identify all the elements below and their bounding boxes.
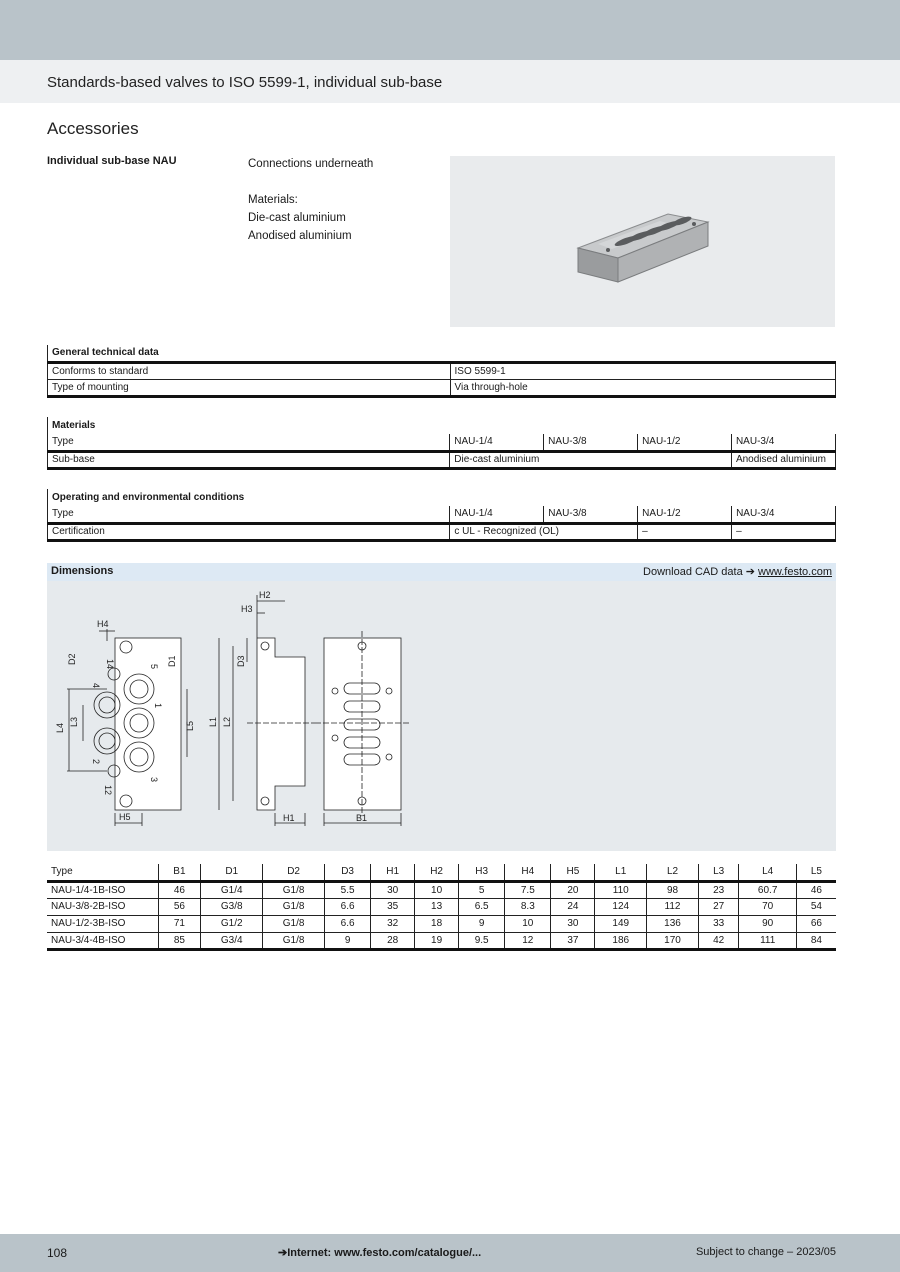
cell-value: 24 [551,898,595,915]
cell-value: 71 [158,915,201,932]
cell-type: NAU-1/4-1B-ISO [47,881,158,898]
cell-value: 33 [698,915,739,932]
sub-base-image [450,156,835,327]
materials-title: Materials [48,417,836,434]
table-header-row [47,864,836,881]
cell-value: 12 [505,932,551,949]
col-header: Type [47,864,158,881]
table-row [47,932,836,949]
cell-value: 60.7 [739,881,796,898]
table-row [47,881,836,898]
label-H4: H4 [97,619,109,629]
table-row [48,523,836,540]
type-label: Type [48,506,450,523]
label-H2: H2 [259,590,271,600]
row-label: Type of mounting [48,379,451,396]
row-value: c UL - Recognized (OL) [450,523,638,540]
cell-value: G1/4 [201,881,263,898]
col-header: L3 [698,864,739,881]
cell-value: 136 [647,915,699,932]
desc-material-2: Anodised aluminium [248,230,352,242]
section-title: Accessories [47,119,139,138]
type-col: NAU-1/4 [450,506,544,523]
label-H3: H3 [241,604,253,614]
cell-value: G3/8 [201,898,263,915]
col-header: H3 [459,864,505,881]
operating-conditions-table [47,489,836,542]
type-col: NAU-3/8 [544,434,638,451]
row-label: Conforms to standard [48,362,451,379]
cell-value: 19 [415,932,459,949]
cell-value: 9 [325,932,371,949]
cell-value: 111 [739,932,796,949]
row-value: Anodised aluminium [731,451,835,468]
cell-value: 42 [698,932,739,949]
row-value: Via through-hole [450,379,836,396]
row-value: Die-cast aluminium [450,451,732,468]
cell-value: 66 [796,915,836,932]
technical-drawing [47,581,836,851]
port-14: 14 [105,659,115,670]
page-title: Standards-based valves to ISO 5599-1, individual sub-base [47,74,443,91]
product-name: Individual sub-base NAU [47,155,177,167]
col-header: H1 [371,864,415,881]
footer [0,1234,900,1272]
cell-value: 6.6 [325,915,371,932]
port-3: 3 [149,777,159,783]
col-header: D1 [201,864,263,881]
cell-value: 9.5 [459,932,505,949]
table-row [48,451,836,468]
col-header: H4 [505,864,551,881]
cell-value: 32 [371,915,415,932]
cell-value: 13 [415,898,459,915]
col-header: B1 [158,864,201,881]
row-value: ISO 5599-1 [450,362,836,379]
type-label: Type [48,434,450,451]
product-description [248,155,373,245]
label-L3: L3 [69,716,79,727]
table-row [47,915,836,932]
col-header: L1 [595,864,647,881]
label-D2: D2 [67,653,77,665]
desc-material-1: Die-cast aluminium [248,212,346,224]
cell-value: 35 [371,898,415,915]
cell-value: 149 [595,915,647,932]
cell-value: G1/2 [201,915,263,932]
port-1: 1 [153,703,163,709]
cell-value: 46 [158,881,201,898]
cell-value: G1/8 [263,932,325,949]
cell-value: G3/4 [201,932,263,949]
header-bar [0,60,900,103]
label-B1: B1 [356,813,368,823]
product-photo [450,156,835,327]
type-col: NAU-3/4 [731,434,835,451]
page-number: 108 [47,1246,68,1260]
col-header: L5 [796,864,836,881]
table-row [47,898,836,915]
desc-materials-label: Materials: [248,194,298,206]
cell-value: 7.5 [505,881,551,898]
cell-value: 30 [551,915,595,932]
cell-value: 27 [698,898,739,915]
type-col: NAU-3/4 [732,506,836,523]
cell-value: 8.3 [505,898,551,915]
cell-value: 56 [158,898,201,915]
port-4: 4 [91,683,101,689]
cell-value: 5.5 [325,881,371,898]
cell-value: 37 [551,932,595,949]
cell-value: 85 [158,932,201,949]
materials-table [47,417,836,470]
cad-download-label: Download CAD data ➔ [643,566,755,578]
cell-value: 23 [698,881,739,898]
desc-connections: Connections underneath [248,158,374,170]
label-D3: D3 [236,655,246,667]
table-row [48,362,836,379]
col-header: H2 [415,864,459,881]
dimensions-table [47,864,836,951]
cell-value: 186 [595,932,647,949]
label-L5: L5 [185,720,195,731]
cell-value: 18 [415,915,459,932]
cell-value: 5 [459,881,505,898]
cell-value: 10 [505,915,551,932]
cell-value: G1/8 [263,881,325,898]
row-value: – [732,523,836,540]
type-col: NAU-1/2 [638,434,732,451]
cell-value: 124 [595,898,647,915]
cell-value: 54 [796,898,836,915]
row-label: Certification [48,523,450,540]
port-12: 12 [103,785,113,796]
type-col: NAU-3/8 [544,506,638,523]
col-header: L2 [647,864,699,881]
label-H5: H5 [119,812,131,822]
label-L1: L1 [208,716,218,727]
port-2: 2 [91,759,101,765]
cell-value: 84 [796,932,836,949]
label-L2: L2 [222,716,232,727]
table-row [48,434,836,451]
row-value: – [638,523,732,540]
cell-value: 98 [647,881,699,898]
table-row [48,506,836,523]
port-5: 5 [149,664,159,670]
general-technical-data-table [47,345,836,398]
cad-download [643,565,832,578]
table-row [48,379,836,396]
type-col: NAU-1/2 [638,506,732,523]
dimension-drawing [47,581,836,851]
cad-download-link[interactable]: www.festo.com [758,566,832,578]
cell-type: NAU-1/2-3B-ISO [47,915,158,932]
footer-note: Subject to change – 2023/05 [695,1246,836,1258]
catalogue-link[interactable]: ➔Internet: www.festo.com/catalogue/... [278,1247,482,1259]
top-bar [0,0,900,60]
col-header: D2 [263,864,325,881]
cell-type: NAU-3/4-4B-ISO [47,932,158,949]
cell-value: 9 [459,915,505,932]
dimensions-title: Dimensions [51,565,114,577]
cell-value: 70 [739,898,796,915]
row-label: Sub-base [48,451,450,468]
cell-value: 6.5 [459,898,505,915]
operating-title: Operating and environmental conditions [48,489,836,506]
cell-value: 110 [595,881,647,898]
cell-type: NAU-3/8-2B-ISO [47,898,158,915]
cell-value: G1/8 [263,898,325,915]
general-title: General technical data [48,345,836,362]
cell-value: 90 [739,915,796,932]
col-header: L4 [739,864,796,881]
cell-value: 170 [647,932,699,949]
col-header: D3 [325,864,371,881]
cell-value: 20 [551,881,595,898]
cell-value: 28 [371,932,415,949]
label-L4: L4 [55,722,65,733]
cell-value: 46 [796,881,836,898]
type-col: NAU-1/4 [450,434,544,451]
cell-value: 6.6 [325,898,371,915]
label-D1: D1 [167,655,177,667]
cell-value: 30 [371,881,415,898]
col-header: H5 [551,864,595,881]
cell-value: 112 [647,898,699,915]
cell-value: 10 [415,881,459,898]
cell-value: G1/8 [263,915,325,932]
label-H1: H1 [283,813,295,823]
dimensions-header [47,563,836,581]
